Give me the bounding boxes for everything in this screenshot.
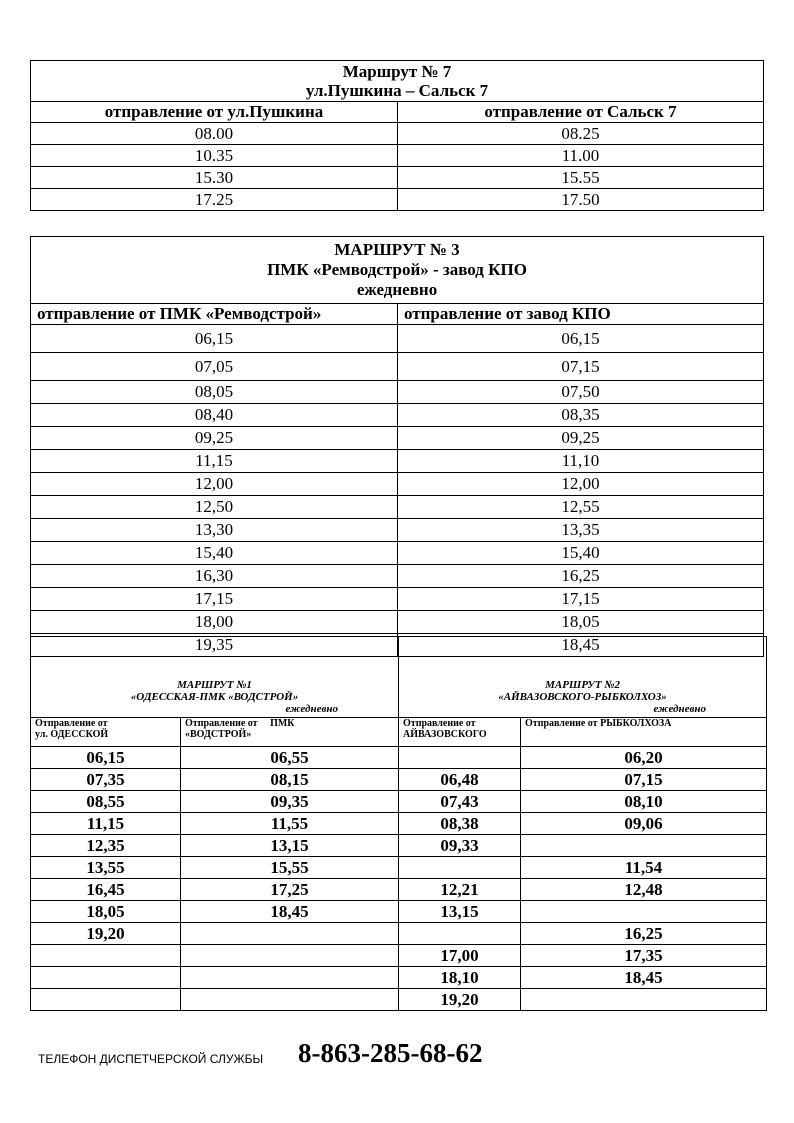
routes-1-2-time-cell: 15,55 xyxy=(181,857,399,879)
table-row xyxy=(31,967,767,989)
route-7-time-cell: 15.55 xyxy=(398,167,764,189)
routes-1-2-time-cell xyxy=(31,989,181,1011)
routes-1-2-time-cell: 06,20 xyxy=(521,747,767,769)
routes-1-2-time-cell: 06,15 xyxy=(31,747,181,769)
routes-1-2-time-cell xyxy=(181,967,399,989)
route-3-time-cell: 16,30 xyxy=(31,565,398,588)
routes-1-2-time-cell: 17,35 xyxy=(521,945,767,967)
route-3-time-cell: 12,55 xyxy=(398,496,764,519)
routes-1-2-time-cell: 09,33 xyxy=(399,835,521,857)
route-3-rows xyxy=(31,325,764,657)
routes-1-2-rows xyxy=(31,747,767,1011)
route-3-time-cell: 12,50 xyxy=(31,496,398,519)
route-1-col-left-line1: Отправление от xyxy=(35,718,108,729)
routes-1-2-time-cell: 18,45 xyxy=(181,901,399,923)
table-row xyxy=(31,381,764,404)
routes-1-2-time-cell xyxy=(31,945,181,967)
route-3-frequency: ежедневно xyxy=(356,280,438,299)
routes-1-2-time-cell: 09,06 xyxy=(521,813,767,835)
routes-1-2-time-cell: 12,35 xyxy=(31,835,181,857)
routes-1-2-time-cell xyxy=(521,835,767,857)
routes-1-2-time-cell: 06,55 xyxy=(181,747,399,769)
route-3-time-cell: 07,15 xyxy=(398,353,764,381)
route-3-time-cell: 18,05 xyxy=(398,611,764,634)
routes-1-2-time-cell: 18,45 xyxy=(521,967,767,989)
route-7-table xyxy=(30,60,764,211)
dispatcher-phone-label: ТЕЛЕФОН ДИСПЕТЧЕРСКОЙ СЛУЖБЫ xyxy=(38,1052,264,1066)
route-7-col-left-header: отправление от ул.Пушкина xyxy=(31,102,398,123)
routes-1-2-time-cell xyxy=(399,923,521,945)
route-2-frequency: ежедневно xyxy=(653,703,707,715)
route-7-col-right-header: отправление от Сальск 7 xyxy=(398,102,764,123)
route-1-col-right-line1: Отправление от ПМК xyxy=(185,718,295,729)
routes-1-2-time-cell xyxy=(181,945,399,967)
route-7-time-cell: 08.00 xyxy=(31,123,398,145)
route-2-col-left-header xyxy=(399,718,521,747)
route-3-time-cell: 09,25 xyxy=(31,427,398,450)
route-1-heading xyxy=(31,637,399,718)
routes-1-2-time-cell: 08,55 xyxy=(31,791,181,813)
table-row xyxy=(31,473,764,496)
route-7-time-cell: 15.30 xyxy=(31,167,398,189)
route-7-time-cell: 17.25 xyxy=(31,189,398,211)
route-3-time-cell: 08,35 xyxy=(398,404,764,427)
route-3-time-cell: 06,15 xyxy=(398,325,764,353)
route-7-time-cell: 11.00 xyxy=(398,145,764,167)
route-3-table xyxy=(30,236,764,657)
routes-1-2-time-cell: 09,35 xyxy=(181,791,399,813)
routes-1-2-table xyxy=(30,636,767,1011)
routes-1-2-time-cell: 12,48 xyxy=(521,879,767,901)
table-row xyxy=(31,404,764,427)
table-row xyxy=(31,989,767,1011)
routes-1-2-time-cell xyxy=(399,747,521,769)
route-3-subtitle: ПМК «Ремводстрой» - завод КПО xyxy=(267,260,527,279)
routes-1-2-time-cell: 11,54 xyxy=(521,857,767,879)
route-7-time-cell: 08.25 xyxy=(398,123,764,145)
route-3-time-cell: 18,00 xyxy=(31,611,398,634)
route-7-heading xyxy=(31,61,764,102)
route-7-rows xyxy=(31,123,764,211)
routes-1-2-time-cell: 18,05 xyxy=(31,901,181,923)
route-3-time-cell: 12,00 xyxy=(31,473,398,496)
table-row xyxy=(31,588,764,611)
routes-1-2-time-cell: 12,21 xyxy=(399,879,521,901)
routes-1-2-time-cell xyxy=(399,857,521,879)
table-row xyxy=(31,167,764,189)
route-2-col-right-header xyxy=(521,718,767,747)
routes-1-2-time-cell: 17,00 xyxy=(399,945,521,967)
dispatcher-phone-number: 8-863-285-68-62 xyxy=(298,1038,483,1068)
routes-1-2-time-cell: 11,55 xyxy=(181,813,399,835)
routes-1-2-time-cell: 17,25 xyxy=(181,879,399,901)
routes-1-2-time-cell xyxy=(521,989,767,1011)
table-row xyxy=(31,123,764,145)
routes-1-2-time-cell xyxy=(181,923,399,945)
route-2-col-left-line1: Отправление от xyxy=(403,718,476,729)
route-3-time-cell: 08,40 xyxy=(31,404,398,427)
route-2-col-right-line1: Отправление от РЫБКОЛХОЗА xyxy=(525,718,672,729)
routes-1-2-time-cell: 07,35 xyxy=(31,769,181,791)
routes-1-2-time-cell: 16,25 xyxy=(521,923,767,945)
routes-1-2-time-cell: 06,48 xyxy=(399,769,521,791)
route-3-time-cell: 06,15 xyxy=(31,325,398,353)
route-3-time-cell: 12,00 xyxy=(398,473,764,496)
table-row xyxy=(31,189,764,211)
routes-1-2-time-cell: 07,15 xyxy=(521,769,767,791)
table-row xyxy=(31,611,764,634)
route-7-time-cell: 17.50 xyxy=(398,189,764,211)
routes-1-2-time-cell xyxy=(181,989,399,1011)
route-1-col-left-line2: ул. ОДЕССКОЙ xyxy=(35,729,109,740)
route-3-time-cell: 16,25 xyxy=(398,565,764,588)
route-3-title: МАРШРУТ № 3 xyxy=(334,240,460,259)
routes-1-2-time-cell: 13,15 xyxy=(399,901,521,923)
route-3-time-cell: 15,40 xyxy=(398,542,764,565)
routes-1-2-time-cell: 07,43 xyxy=(399,791,521,813)
route-3-time-cell: 11,15 xyxy=(31,450,398,473)
route-1-col-right-line2: «ВОДСТРОЙ» xyxy=(185,729,252,740)
routes-1-2-time-cell xyxy=(31,967,181,989)
route-1-title: МАРШРУТ №1 xyxy=(177,679,252,691)
route-1-subtitle: «ОДЕССКАЯ-ПМК «ВОДСТРОЙ» xyxy=(130,691,299,703)
table-row xyxy=(31,565,764,588)
table-row xyxy=(31,879,767,901)
table-row xyxy=(31,901,767,923)
table-row xyxy=(31,496,764,519)
route-1-frequency: ежедневно xyxy=(285,703,339,715)
table-row xyxy=(31,450,764,473)
route-3-time-cell: 13,35 xyxy=(398,519,764,542)
routes-1-2-time-cell: 18,10 xyxy=(399,967,521,989)
route-2-subtitle: «АЙВАЗОВСКОГО-РЫБКОЛХОЗ» xyxy=(498,691,667,703)
route-3-time-cell: 13,30 xyxy=(31,519,398,542)
route-3-col-left-header: отправление от ПМК «Ремводстрой» xyxy=(31,304,398,325)
route-3-time-cell: 18,45 xyxy=(398,634,764,657)
table-row xyxy=(31,769,767,791)
route-3-time-cell: 17,15 xyxy=(398,588,764,611)
table-row xyxy=(31,325,764,353)
table-row xyxy=(31,427,764,450)
table-row xyxy=(31,835,767,857)
route-7-time-cell: 10.35 xyxy=(31,145,398,167)
routes-1-2-time-cell: 08,10 xyxy=(521,791,767,813)
route-7-title: Маршрут № 7 xyxy=(342,62,452,81)
table-row xyxy=(31,542,764,565)
routes-1-2-time-cell: 11,15 xyxy=(31,813,181,835)
route-3-time-cell: 08,05 xyxy=(31,381,398,404)
table-row xyxy=(31,923,767,945)
routes-1-2-time-cell: 13,15 xyxy=(181,835,399,857)
routes-1-2-time-cell xyxy=(521,901,767,923)
route-3-heading xyxy=(31,237,764,304)
table-row xyxy=(31,519,764,542)
route-3-time-cell: 19,35 xyxy=(31,634,398,657)
table-row xyxy=(31,791,767,813)
routes-1-2-time-cell: 16,45 xyxy=(31,879,181,901)
routes-1-2-time-cell: 19,20 xyxy=(399,989,521,1011)
table-row xyxy=(31,945,767,967)
route-3-time-cell: 17,15 xyxy=(31,588,398,611)
routes-1-2-time-cell: 13,55 xyxy=(31,857,181,879)
route-7-subtitle: ул.Пушкина – Сальск 7 xyxy=(305,81,489,100)
route-3-time-cell: 15,40 xyxy=(31,542,398,565)
table-row xyxy=(31,145,764,167)
table-row xyxy=(31,813,767,835)
table-row xyxy=(31,857,767,879)
route-3-time-cell: 11,10 xyxy=(398,450,764,473)
route-3-col-right-header: отправление от завод КПО xyxy=(398,304,764,325)
route-2-title: МАРШРУТ №2 xyxy=(545,679,620,691)
table-row xyxy=(31,353,764,381)
route-3-time-cell: 09,25 xyxy=(398,427,764,450)
route-2-heading xyxy=(399,637,767,718)
routes-1-2-time-cell: 19,20 xyxy=(31,923,181,945)
table-row xyxy=(31,747,767,769)
route-1-col-right-header xyxy=(181,718,399,747)
routes-1-2-time-cell: 08,15 xyxy=(181,769,399,791)
route-3-time-cell: 07,50 xyxy=(398,381,764,404)
routes-1-2-time-cell: 08,38 xyxy=(399,813,521,835)
route-2-col-left-line2: АЙВАЗОВСКОГО xyxy=(403,729,487,740)
route-1-col-left-header xyxy=(31,718,181,747)
route-3-time-cell: 07,05 xyxy=(31,353,398,381)
